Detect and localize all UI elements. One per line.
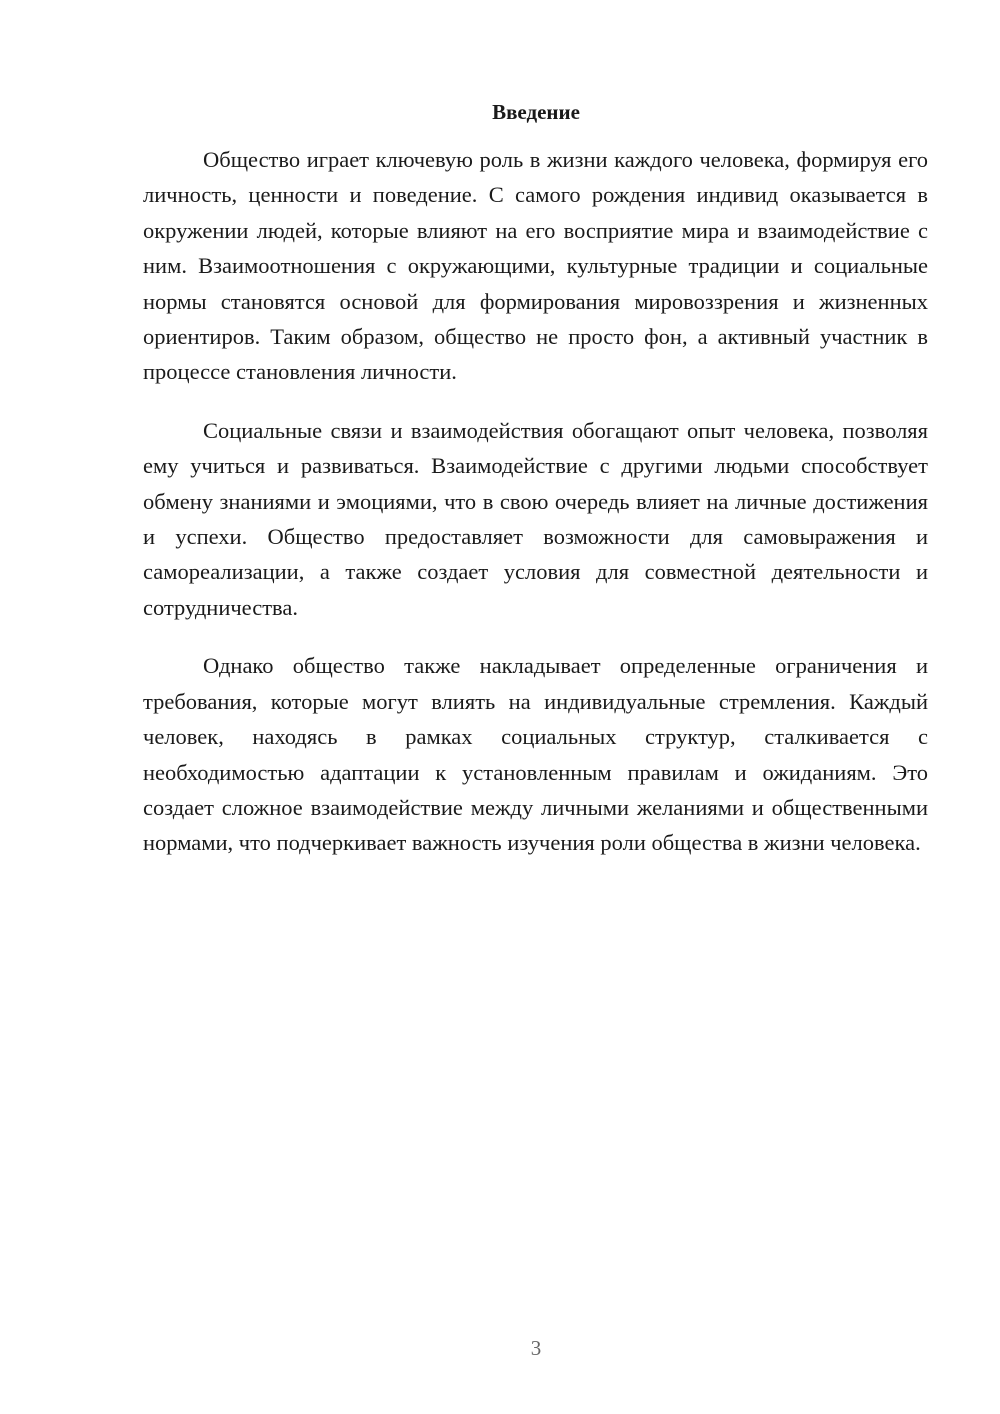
document-body xyxy=(143,142,928,884)
page-number: 3 xyxy=(530,1336,542,1360)
section-title: Введение xyxy=(492,100,580,124)
paragraph-1: Общество играет ключевую роль в жизни каждого человека, формируя его личность, ценности и поведение. С самого рождения индивид оказывается в окружении людей, которые влияют на его восприятие мира и взаимодействие с ним. Взаимоотношения с окружающими, культурные традиции и социальные нормы становятся основой для формирования мировоззрения и жизненных ориентиров. Таким образом, общество не просто фон, а активный участник в процессе становления личности. xyxy=(143,147,928,385)
paragraph-3: Однако общество также накладывает определенные ограничения и требования, которые могут влиять на индивидуальные стремления. Каждый человек, находясь в рамках социальных структур, сталкивается с необходимостью адаптации к установленным правилам и ожиданиям. Это создает сложное взаимодействие между личными желаниями и общественными нормами, что подчеркивает важность изучения роли общества в жизни человека. xyxy=(143,653,928,856)
paragraph-2: Социальные связи и взаимодействия обогащают опыт человека, позволяя ему учиться и развиваться. Взаимодействие с другими людьми способствует обмену знаниями и эмоциями, что в свою очередь влияет на личные достижения и успехи. Общество предоставляет возможности для самовыражения и самореализации, а также создает условия для совместной деятельности и сотрудничества. xyxy=(143,417,928,620)
